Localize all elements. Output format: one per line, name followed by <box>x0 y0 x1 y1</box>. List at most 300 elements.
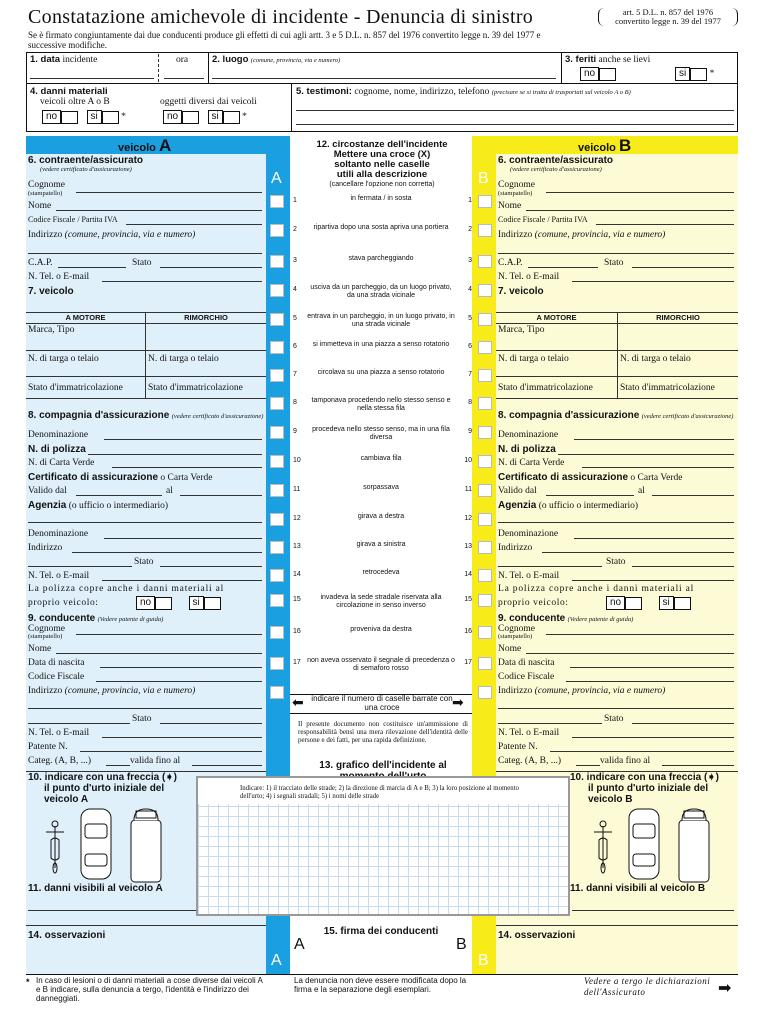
circ-checkbox-a[interactable] <box>270 626 284 639</box>
circumstance-row <box>286 397 476 419</box>
s13-hint: Indicare: 1) il tracciato delle strade; 2) la direzione di marcia di A e B; 3) la loro posizione al momento dell'urto; 4) i segnali stradali; 5) i nomi delle strade <box>240 785 519 800</box>
circ-checkbox-b[interactable] <box>478 426 492 439</box>
circ-checkbox-a[interactable] <box>270 397 284 410</box>
circ-label: proveniva da destra <box>350 626 412 633</box>
circ-checkbox-b[interactable] <box>478 513 492 526</box>
b-certificato: Certificato di assicurazione <box>498 472 629 483</box>
arrow-left-icon: ⬅ <box>292 694 304 710</box>
law-reference <box>598 8 738 26</box>
danni-veicoli-no[interactable]: no <box>42 110 61 124</box>
b-indirizzo: Indirizzo <box>498 230 533 240</box>
b-polizza-copre-2: proprio veicolo: <box>498 598 569 608</box>
letter-b-bottom: B <box>478 952 489 969</box>
b-indirizzo-hint: (comune, provincia, via e numero) <box>534 230 666 240</box>
circ-checkbox-a[interactable] <box>270 426 284 439</box>
a-certificato: Certificato di assicurazione <box>28 472 159 483</box>
b-nome: Nome <box>498 201 522 211</box>
a-s10-veh: veicolo A <box>44 794 89 805</box>
a-polizza: N. di polizza <box>28 444 86 455</box>
circ-number-b: 1 <box>468 197 472 204</box>
a-indirizzo-2-input[interactable] <box>72 552 262 553</box>
data-input[interactable] <box>30 78 154 79</box>
b-stampatello: (stampatello) <box>498 190 533 197</box>
circ-checkbox-b[interactable] <box>478 369 492 382</box>
circ-label: in fermata / in sosta <box>350 195 412 202</box>
veicolo-a-label: veicolo <box>118 142 156 154</box>
circ-number-a: 8 <box>293 399 297 406</box>
circumstance-row <box>286 455 476 467</box>
a-tel-2-input[interactable] <box>102 580 262 581</box>
footer-right: Vedere a tergo le dichiarazioni dell'Assicurato <box>584 976 711 997</box>
circ-number-a: 12 <box>293 515 301 522</box>
b-cognome-2: Cognome <box>498 624 535 634</box>
circ-checkbox-a[interactable] <box>270 569 284 582</box>
f5-hint: (precisare se si tratta di trasportati sul veicolo A o B) <box>491 89 631 96</box>
b-denominazione-2: Denominazione <box>498 529 559 539</box>
a-cognome-input[interactable] <box>76 192 262 193</box>
a-agenzia-b: (o ufficio o intermediario) <box>68 501 168 511</box>
a-stato-2-input[interactable] <box>160 566 262 567</box>
b-valida: valida fino al <box>600 756 651 766</box>
a-codice-fiscale-input[interactable] <box>96 681 262 682</box>
a-marca: Marca, Tipo <box>28 325 75 335</box>
b-stato-input[interactable] <box>632 267 734 268</box>
a-denominazione-input[interactable] <box>104 439 262 440</box>
circ-number-b: 2 <box>468 226 472 233</box>
star-note-2: * <box>121 112 126 123</box>
circ-label: entrava in un parcheggio, in un luogo privato, in una strada vicinale <box>307 313 455 328</box>
circ-number-a: 7 <box>293 371 297 378</box>
star-note-3: * <box>242 112 247 123</box>
s15-a: A <box>294 936 305 953</box>
b-stampatello-2: (stampatello) <box>498 633 533 640</box>
f4a-label: veicoli oltre A o B <box>40 97 110 107</box>
b-codice-fiscale-input[interactable] <box>566 681 734 682</box>
a-denominazione-2: Denominazione <box>28 529 89 539</box>
circ-number-a: 10 <box>293 457 301 464</box>
a-nome: Nome <box>28 201 52 211</box>
f1b-label: incidente <box>62 55 98 65</box>
a-stato-input[interactable] <box>160 267 262 268</box>
a-indirizzo-4-input[interactable] <box>28 708 262 709</box>
b-s11: 11. danni visibili al veicolo B <box>570 883 706 894</box>
a-rimorchio: RIMORCHIO <box>184 313 228 322</box>
danni-oggetti-no[interactable]: no <box>163 110 182 124</box>
b-copre-si[interactable]: si <box>659 596 674 610</box>
circ-checkbox-a[interactable] <box>270 513 284 526</box>
circ-title-4: utili alla descrizione <box>336 169 428 180</box>
a-stato-2: Stato <box>134 557 154 567</box>
circ-number-a: 13 <box>293 543 301 550</box>
a-stato: Stato <box>132 258 152 268</box>
a-nascita: Data di nascita <box>28 658 85 668</box>
b-agenzia: Agenzia <box>498 500 537 511</box>
f5-label: 5. testimoni: <box>296 86 352 97</box>
a-copre-si-check[interactable] <box>204 597 221 610</box>
circ-number-a: 16 <box>293 628 301 635</box>
circ-checkbox-b[interactable] <box>478 195 492 208</box>
b-denominazione: Denominazione <box>498 430 559 440</box>
circ-number-b: 15 <box>464 596 472 603</box>
b-copre-si-check[interactable] <box>674 597 691 610</box>
a-denominazione: Denominazione <box>28 430 89 440</box>
circ-checkbox-a[interactable] <box>270 224 284 237</box>
circ-checkbox-b[interactable] <box>478 455 492 468</box>
a-copre-no-check[interactable] <box>155 597 172 610</box>
a-truck-icon <box>128 806 164 884</box>
b-agenzia-input[interactable] <box>498 522 734 523</box>
f3-label: 3. feriti <box>565 54 597 65</box>
a-codice-fiscale: Codice Fiscale <box>28 672 85 682</box>
circ-label: procedeva nello stesso senso, ma in una fila diversa <box>312 426 450 441</box>
b-al: al <box>638 486 645 496</box>
star-note: * <box>709 69 715 80</box>
b-indirizzo-3: Indirizzo <box>498 686 533 696</box>
feriti-no-check[interactable] <box>599 68 616 81</box>
a-denominazione-2-input[interactable] <box>104 538 262 539</box>
b-s9-hint: (Vedere patente di guida) <box>567 616 634 623</box>
circumstance-row <box>286 369 476 391</box>
a-patente-input[interactable] <box>80 751 262 752</box>
a-al-input[interactable] <box>180 495 262 496</box>
b-copre-no[interactable]: no <box>606 596 625 610</box>
b-al-input[interactable] <box>652 495 734 496</box>
page-title: Constatazione amichevole di incidente - Denuncia di sinistro <box>28 6 534 28</box>
circ-label: usciva da un parcheggio, da un luogo privato, da una strada vicinale <box>310 284 452 299</box>
circ-checkbox-a[interactable] <box>270 369 284 382</box>
b-cf: Codice Fiscale / Partita IVA <box>498 215 588 224</box>
a-categ-input[interactable] <box>106 765 130 766</box>
a-s7: 7. veicolo <box>28 286 74 297</box>
circ-label: circolava su una piazza a senso rotatorio <box>317 369 445 376</box>
footer-center: La denuncia non deve essere modificata dopo la firma e la separazione degli esemplari. <box>294 976 467 994</box>
a-cf-input[interactable] <box>126 224 262 225</box>
a-indirizzo: Indirizzo <box>28 230 63 240</box>
circ-checkbox-b[interactable] <box>478 397 492 410</box>
circ-title-3: soltanto nelle caselle <box>334 159 430 170</box>
circ-checkbox-a[interactable] <box>270 455 284 468</box>
circ-number-a: 2 <box>293 226 297 233</box>
circ-number-b: 12 <box>464 515 472 522</box>
feriti-si-check[interactable] <box>690 68 707 81</box>
a-valido-dal-input[interactable] <box>76 495 162 496</box>
circumstance-row <box>286 313 476 335</box>
danni-oggetti-si-check[interactable] <box>223 111 240 124</box>
b-codice-fiscale: Codice Fiscale <box>498 672 555 682</box>
circ-checkbox-a[interactable] <box>270 594 284 607</box>
circ-checkbox-a[interactable] <box>270 541 284 554</box>
veicolo-b-label: veicolo <box>578 142 616 154</box>
b-nome-input[interactable] <box>526 210 734 211</box>
danni-oggetti-si[interactable]: si <box>208 110 223 124</box>
circ-number-b: 9 <box>468 428 472 435</box>
a-s10b: il punto d'urto iniziale del <box>44 783 165 794</box>
b-polizza-copre-1: La polizza copre anche i danni materiali al <box>498 584 695 594</box>
circ-checkbox-b[interactable] <box>478 541 492 554</box>
testimoni-line-2[interactable] <box>296 124 734 125</box>
b-s7: 7. veicolo <box>498 286 544 297</box>
b-tel: N. Tel. o E-mail <box>498 272 560 282</box>
b-indirizzo-5-input[interactable] <box>498 723 602 724</box>
a-nascita-input[interactable] <box>100 667 262 668</box>
f5b-label: cognome, nome, indirizzo, telefono <box>354 87 490 97</box>
a-targa-r: N. di targa o telaio <box>148 354 219 364</box>
circ-checkbox-a[interactable] <box>270 657 284 670</box>
circ-label: invadeva la sede stradale riservata alla circolazione in senso inverso <box>320 594 442 609</box>
a-s9: 9. conducente <box>28 613 96 624</box>
circumstance-row <box>286 195 476 207</box>
b-patente: Patente N. <box>498 742 538 752</box>
b-cf-input[interactable] <box>596 224 734 225</box>
b-s6: 6. contraente/assicurato <box>498 155 614 166</box>
a-targa: N. di targa o telaio <box>28 354 99 364</box>
b-nascita: Data di nascita <box>498 658 555 668</box>
luogo-input[interactable] <box>212 78 556 79</box>
indicare-text: indicare il numero di caselle barrate con una croce <box>311 694 453 712</box>
b-immatricolazione-r: Stato d'immatricolazione <box>620 383 715 393</box>
b-tel-3: N. Tel. o E-mail <box>498 728 560 738</box>
circ-number-b: 5 <box>468 315 472 322</box>
b-cognome-2-input[interactable] <box>546 634 734 635</box>
f2-hint: (comune, provincia, via e numero) <box>250 57 341 64</box>
circumstance-row <box>286 426 476 448</box>
b-cap: C.A.P. <box>498 258 523 268</box>
b-stato-2-input[interactable] <box>632 566 734 567</box>
a-s14: 14. osservazioni <box>28 930 106 941</box>
b-s8: 8. compagnia d'assicurazione <box>498 410 640 421</box>
b-cognome-input[interactable] <box>546 192 734 193</box>
ora-input[interactable] <box>164 78 204 79</box>
b-indirizzo-4-input[interactable] <box>498 708 734 709</box>
b-marca: Marca, Tipo <box>498 325 545 335</box>
circ-count-a[interactable] <box>270 686 284 699</box>
a-tel-2: N. Tel. o E-mail <box>28 571 90 581</box>
a-stato-3-input[interactable] <box>160 723 262 724</box>
circ-number-b: 13 <box>464 543 472 550</box>
a-polizza-copre-1: La polizza copre anche i danni materiali al <box>28 584 225 594</box>
intro-text: Se è firmato congiuntamente dai due conducenti produce gli effetti di cui agli artt. 3 e 5 D.L. n. 857 del 1976 convertito legge n. 39 del 1977 e successive modifiche. <box>28 30 541 50</box>
b-indirizzo-2-input[interactable] <box>542 552 734 553</box>
b-truck-icon <box>676 806 712 884</box>
f4-label: 4. danni materiali <box>30 86 108 97</box>
a-cognome-2-input[interactable] <box>76 634 262 635</box>
b-tel-input[interactable] <box>572 281 734 282</box>
b-stato-3: Stato <box>604 714 624 724</box>
disclaimer: Il presente documento non costituisce un'ammissione di responsabilità bensì una mera rilevazione dell'identità delle persone e dei fatti, per una rapida definizione. <box>298 720 468 744</box>
circ-checkbox-b[interactable] <box>478 569 492 582</box>
circ-checkbox-a[interactable] <box>270 284 284 297</box>
b-motorbike-icon <box>592 818 614 874</box>
circumstance-row <box>286 484 476 496</box>
b-categ: Categ. (A, B, ...) <box>498 756 562 766</box>
b-indirizzo-2: Indirizzo <box>498 543 533 553</box>
a-s9-hint: (Vedere patente di guida) <box>97 616 164 623</box>
circ-title-5: (cancellare l'opzione non corretta) <box>329 181 435 188</box>
circ-number-a: 3 <box>293 257 297 264</box>
b-valida-input[interactable] <box>662 765 734 766</box>
a-s6: 6. contraente/assicurato <box>28 155 144 166</box>
b-tel-2-input[interactable] <box>572 580 734 581</box>
s15-title: 15. firma dei conducenti <box>323 926 439 937</box>
a-polizza-copre-2: proprio veicolo: <box>28 598 99 608</box>
danni-veicoli-si-check[interactable] <box>102 111 119 124</box>
circ-checkbox-a[interactable] <box>270 484 284 497</box>
a-tel-input[interactable] <box>102 281 262 282</box>
circ-label: si immetteva in una piazza a senso rotatorio <box>312 341 450 348</box>
circ-label: tamponava procedendo nello stesso senso e nella stessa fila <box>311 397 451 412</box>
circ-label: ripartiva dopo una sosta apriva una portiera <box>313 224 449 231</box>
a-motorbike-icon <box>44 818 66 874</box>
a-stampatello-2: (stampatello) <box>28 633 63 640</box>
b-tel-3-input[interactable] <box>572 737 734 738</box>
circ-checkbox-a[interactable] <box>270 313 284 326</box>
a-s8: 8. compagnia d'assicurazione <box>28 410 170 421</box>
circ-checkbox-b[interactable] <box>478 484 492 497</box>
circumstance-row <box>286 569 476 581</box>
b-carta-verde-input[interactable] <box>582 467 734 468</box>
circ-checkbox-b[interactable] <box>478 224 492 237</box>
b-s10: 10. indicare con una freccia (➧) <box>570 772 719 783</box>
a-nome-2-input[interactable] <box>56 653 262 654</box>
b-denominazione-2-input[interactable] <box>574 538 734 539</box>
circumstance-row <box>286 594 476 624</box>
circ-checkbox-b[interactable] <box>478 284 492 297</box>
circ-checkbox-b[interactable] <box>478 255 492 268</box>
b-stato: Stato <box>604 258 624 268</box>
circ-checkbox-a[interactable] <box>270 195 284 208</box>
circ-number-b: 8 <box>468 399 472 406</box>
law-ref-1: art. 5 D.L. n. 857 del 1976 <box>622 7 714 17</box>
testimoni-line-1[interactable] <box>296 110 734 111</box>
circumstance-row <box>286 284 476 306</box>
b-car-icon <box>626 806 662 882</box>
b-polizza-input[interactable] <box>558 454 734 455</box>
a-car-icon <box>78 806 114 882</box>
circ-checkbox-b[interactable] <box>478 626 492 639</box>
f3b-label: anche se lievi <box>598 55 651 65</box>
a-indirizzo-3: Indirizzo <box>28 686 63 696</box>
b-motore: A MOTORE <box>536 313 577 322</box>
b-s8-hint: (vedere certificato d'assicurazione) <box>641 413 734 420</box>
circ-checkbox-b[interactable] <box>478 594 492 607</box>
a-indirizzo-input[interactable] <box>28 253 262 254</box>
a-agenzia: Agenzia <box>28 500 67 511</box>
footer-note: In caso di lesioni o di danni materiali a cose diverse dai veicoli A e B indicare, sulla denuncia a tergo, l'identità e l'indirizzo dei danneggiati. <box>36 976 263 1003</box>
a-valido-dal: Valido dal <box>28 486 67 496</box>
b-cognome: Cognome <box>498 180 535 190</box>
circ-label: girava a sinistra <box>356 541 406 548</box>
circ-number-a: 4 <box>293 286 297 293</box>
a-indirizzo-3-input[interactable] <box>28 566 132 567</box>
b-certificato-b: o Carta Verde <box>630 473 683 483</box>
circ-checkbox-b[interactable] <box>478 313 492 326</box>
a-tel-3-input[interactable] <box>102 737 262 738</box>
a-copre-si[interactable]: si <box>189 596 204 610</box>
danni-veicoli-si[interactable]: si <box>87 110 102 124</box>
veicolo-b-letter: B <box>618 136 632 155</box>
circ-number-a: 1 <box>293 197 297 204</box>
a-al: al <box>166 486 173 496</box>
b-indirizzo-input[interactable] <box>498 253 734 254</box>
a-cognome-2: Cognome <box>28 624 65 634</box>
b-nome-2-input[interactable] <box>526 653 734 654</box>
a-patente: Patente N. <box>28 742 68 752</box>
circ-checkbox-b[interactable] <box>478 657 492 670</box>
b-targa-r: N. di targa o telaio <box>620 354 691 364</box>
circ-number-a: 6 <box>293 343 297 350</box>
circ-count-b[interactable] <box>478 686 492 699</box>
b-valido-dal-input[interactable] <box>546 495 634 496</box>
s15-b: B <box>456 936 467 953</box>
b-nascita-input[interactable] <box>570 667 734 668</box>
circ-label: cambiava fila <box>360 455 402 462</box>
b-patente-input[interactable] <box>550 751 734 752</box>
a-cap-input[interactable] <box>58 267 126 268</box>
circ-label: non aveva osservato il segnale di precedenza o di semaforo rosso <box>307 657 455 672</box>
a-categ: Categ. (A, B, ...) <box>28 756 92 766</box>
danni-veicoli-no-check[interactable] <box>61 111 78 124</box>
a-copre-no[interactable]: no <box>136 596 155 610</box>
a-indirizzo-5-input[interactable] <box>28 723 130 724</box>
circumstance-row <box>286 541 476 553</box>
a-s11: 11. danni visibili al veicolo A <box>28 883 163 894</box>
circ-checkbox-a[interactable] <box>270 341 284 354</box>
b-copre-no-check[interactable] <box>625 597 642 610</box>
a-polizza-input[interactable] <box>88 454 262 455</box>
circumstance-row <box>286 657 476 679</box>
b-stato-3-input[interactable] <box>632 723 734 724</box>
b-denominazione-input[interactable] <box>574 439 734 440</box>
circ-header <box>296 140 468 190</box>
a-agenzia-input[interactable] <box>28 522 262 523</box>
circumstance-row <box>286 341 476 363</box>
circumstance-row <box>286 513 476 525</box>
b-s10-veh: veicolo B <box>588 794 633 805</box>
a-tel-3: N. Tel. o E-mail <box>28 728 90 738</box>
b-danni-input[interactable] <box>572 910 734 911</box>
a-valida-input[interactable] <box>192 765 262 766</box>
b-cap-input[interactable] <box>528 267 598 268</box>
circ-title-1: 12. circostanze dell'incidente <box>316 139 448 150</box>
veicolo-a-title <box>118 136 171 156</box>
b-indirizzo-3-input[interactable] <box>498 566 602 567</box>
danni-oggetti-no-check[interactable] <box>182 111 199 124</box>
a-nome-2: Nome <box>28 644 52 654</box>
circ-label: girava a destra <box>357 513 405 520</box>
a-certificato-b: o Carta Verde <box>160 473 213 483</box>
a-tel: N. Tel. o E-mail <box>28 272 90 282</box>
feriti-no-box[interactable]: no <box>580 67 599 81</box>
veicolo-b-title <box>578 136 631 156</box>
circ-number-b: 16 <box>464 628 472 635</box>
a-carta-verde-input[interactable] <box>112 467 262 468</box>
circumstance-row <box>286 224 476 246</box>
circ-title-2: Mettere una croce (X) <box>333 149 431 160</box>
a-cf: Codice Fiscale / Partita IVA <box>28 215 118 224</box>
a-nome-input[interactable] <box>56 210 262 211</box>
footer-star: * <box>26 977 30 987</box>
circ-number-a: 11 <box>293 486 301 493</box>
feriti-si-box[interactable]: si <box>675 67 690 81</box>
circ-number-b: 7 <box>468 371 472 378</box>
circ-number-a: 14 <box>293 571 301 578</box>
circ-checkbox-b[interactable] <box>478 341 492 354</box>
circ-checkbox-a[interactable] <box>270 255 284 268</box>
f1-label: 1. data <box>30 54 61 65</box>
b-s14: 14. osservazioni <box>498 930 576 941</box>
circ-number-b: 17 <box>464 659 472 666</box>
b-categ-input[interactable] <box>576 765 600 766</box>
